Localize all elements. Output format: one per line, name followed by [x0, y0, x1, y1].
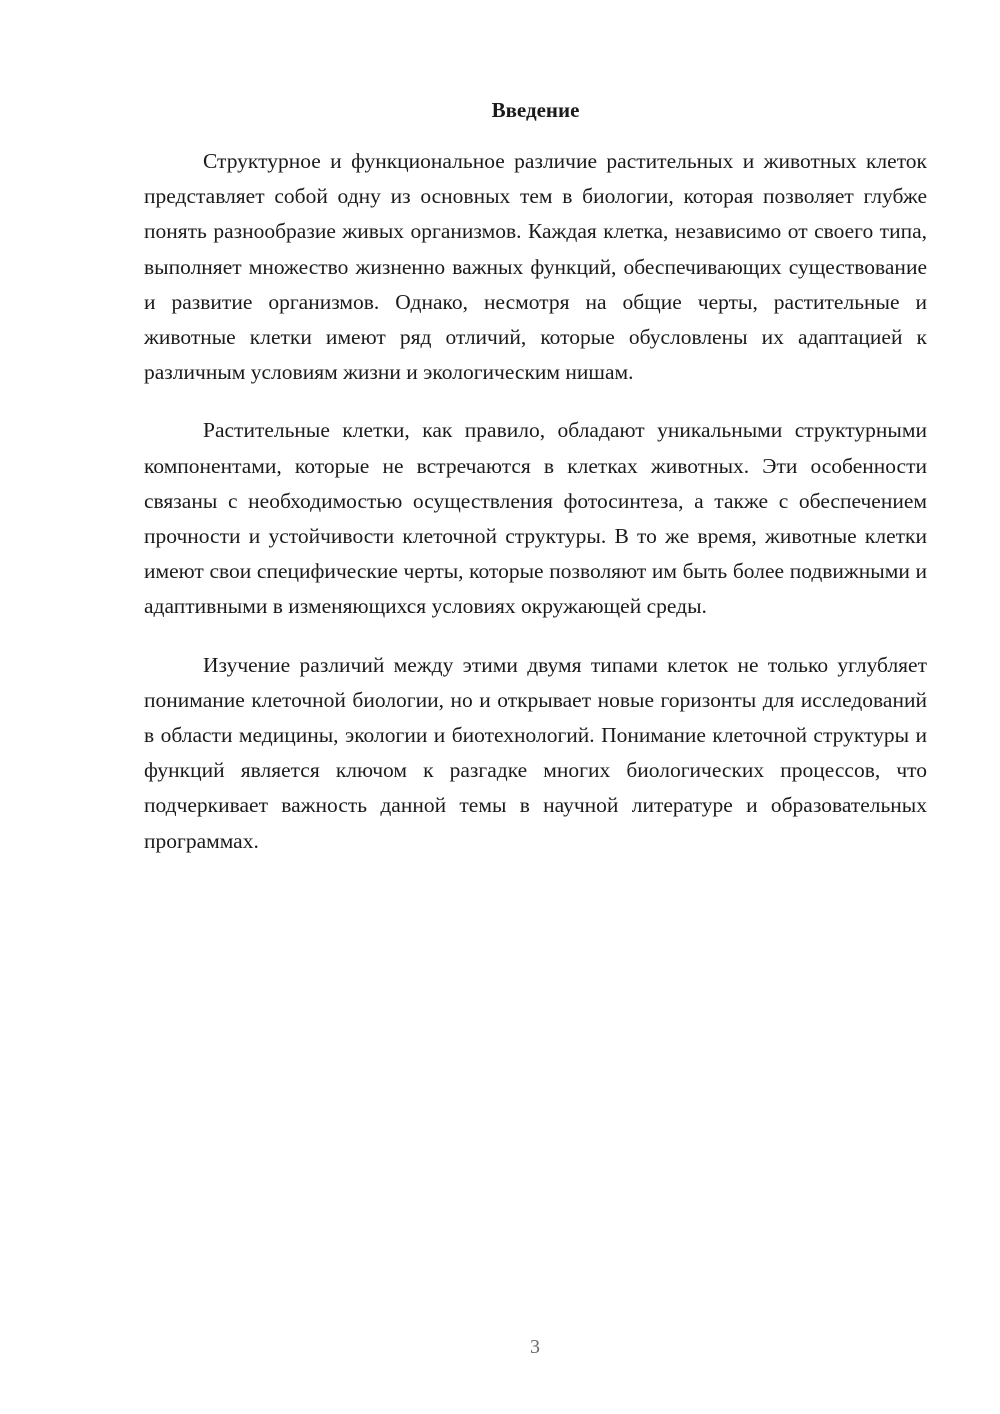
paragraph-2: Растительные клетки, как правило, обладают уникальными структурными компонентами, которые не встречаются в клетках животных. Эти особенности связаны с необходимостью осуществления фотосинтеза, а также с обеспечением прочности и устойчивости клеточной структуры. В то же время, животные клетки имеют свои специфические черты, которые позволяют им быть более подвижными и адаптивными в изменяющихся условиях окружающей среды. [144, 418, 927, 619]
page-content [144, 96, 927, 882]
page-number: 3 [530, 1336, 540, 1358]
paragraph-3: Изучение различий между этими двумя типами клеток не только углубляет понимание клеточной биологии, но и открывает новые горизонты для исследований в области медицины, экологии и биотехнологий. Понимание клеточной структуры и функций является ключом к разгадке многих биологических процессов, что подчеркивает важность данной темы в научной литературе и образовательных программах. [144, 652, 927, 853]
paragraph-1: Структурное и функциональное различие растительных и животных клеток представляет собой одну из основных тем в биологии, которая позволяет глубже понять разнообразие живых организмов. Каждая клетка, независимо от своего типа, выполняет множество жизненно важных функций, обеспечивающих существование и развитие организмов. Однако, несмотря на общие черты, растительные и животные клетки имеют ряд отличий, которые обусловлены их адаптацией к различным условиям жизни и экологическим нишам. [144, 149, 927, 385]
section-heading: Введение [491, 98, 580, 122]
